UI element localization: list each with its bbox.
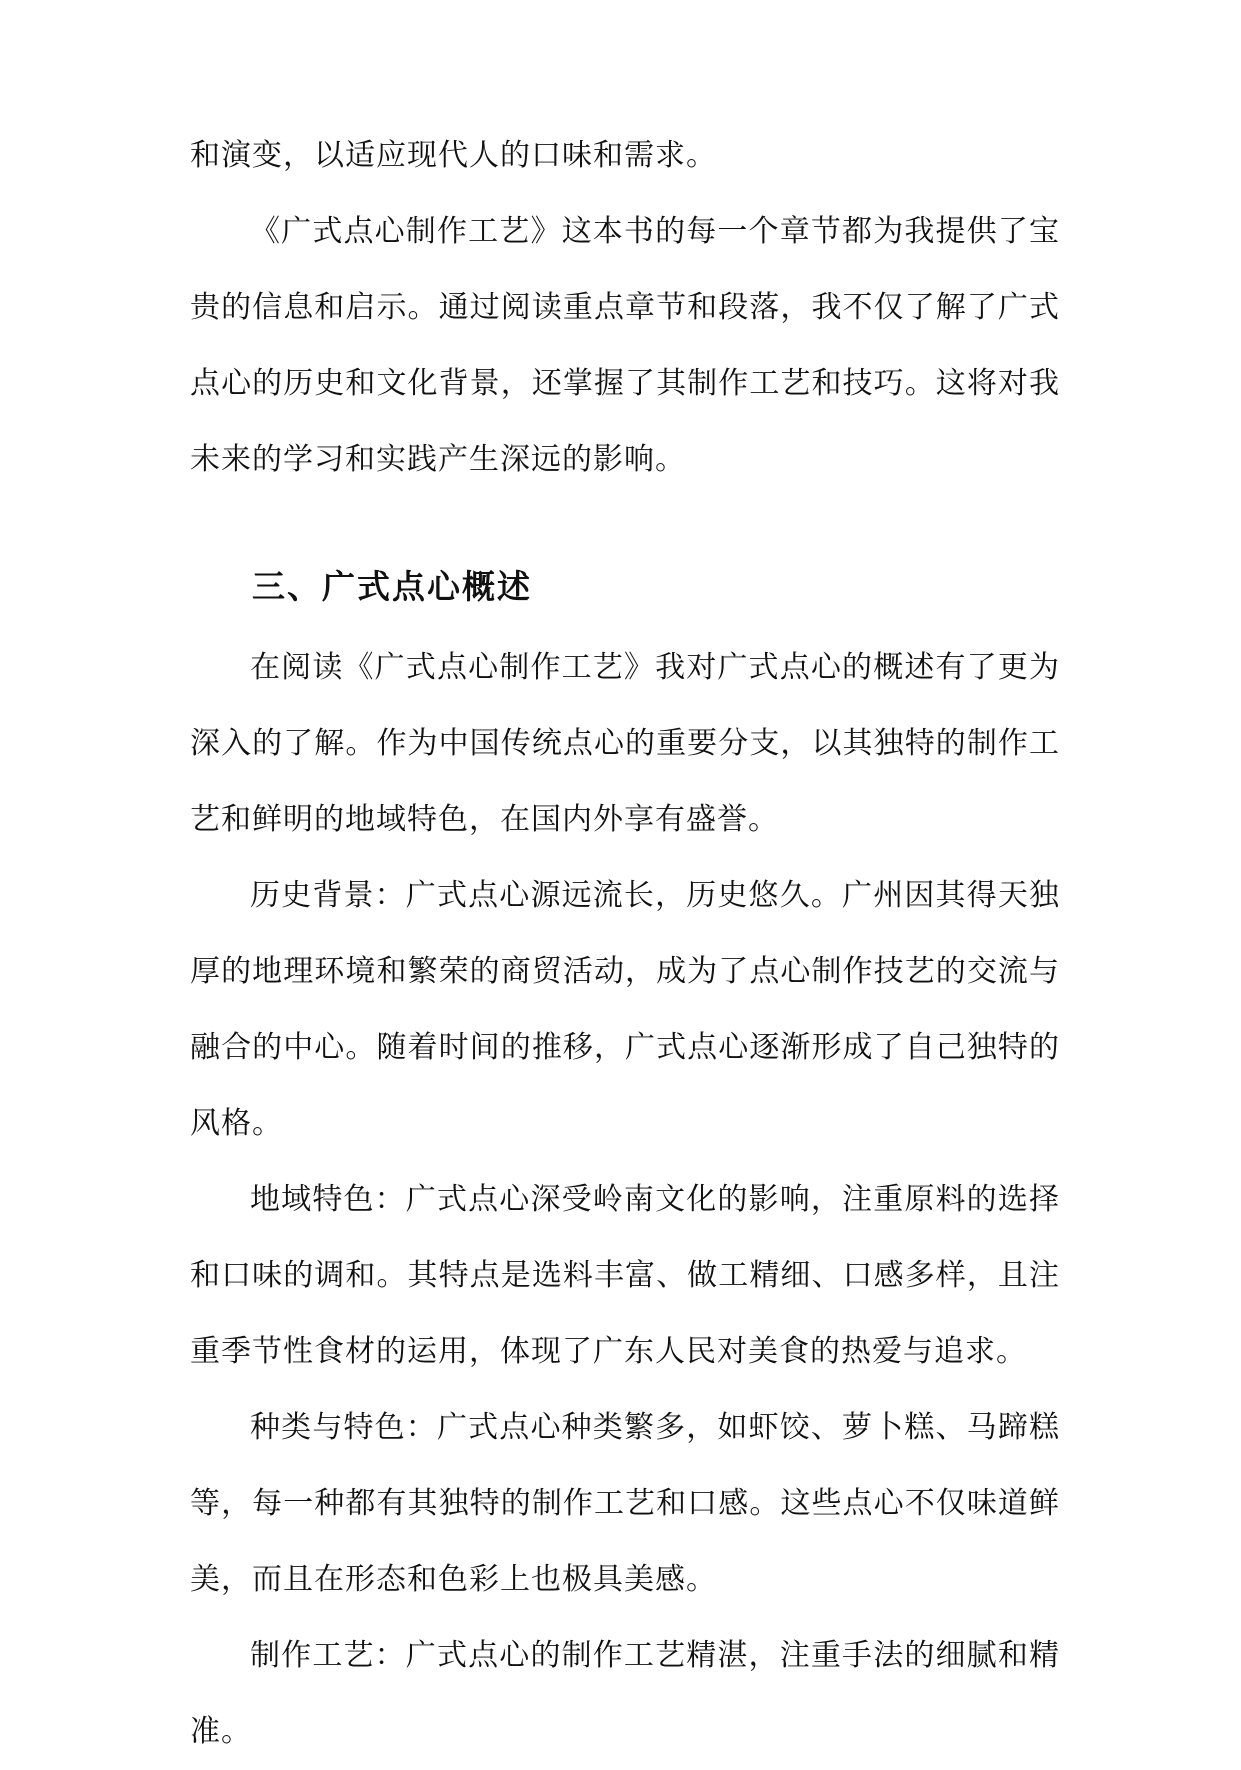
overview-intro-paragraph: 在阅读《广式点心制作工艺》我对广式点心的概述有了更为深入的了解。作为中国传统点心的重要分支，以其独特的制作工艺和鲜明的地域特色，在国内外享有盛誉。 xyxy=(190,650,1060,837)
section-text-block xyxy=(190,630,1060,1770)
continuation-paragraph: 和演变，以适应现代人的口味和需求。 xyxy=(190,138,717,173)
history-background-paragraph: 历史背景：广式点心源远流长，历史悠久。广州因其得天独厚的地理环境和繁荣的商贸活动，成为了点心制作技艺的交流与融合的中心。随着时间的推移，广式点心逐渐形成了自己独特的风格。 xyxy=(190,878,1060,1141)
top-text-block xyxy=(190,118,1060,498)
regional-features-paragraph: 地域特色：广式点心深受岭南文化的影响，注重原料的选择和口味的调和。其特点是选料丰富、做工精细、口感多样，且注重季节性食材的运用，体现了广东人民对美食的热爱与追求。 xyxy=(190,1182,1060,1369)
section-heading: 三、广式点心概述 xyxy=(252,567,532,606)
craft-paragraph: 制作工艺：广式点心的制作工艺精湛，注重手法的细腻和精准。 xyxy=(190,1638,1060,1749)
summary-paragraph: 《广式点心制作工艺》这本书的每一个章节都为我提供了宝贵的信息和启示。通过阅读重点章节和段落，我不仅了解了广式点心的历史和文化背景，还掌握了其制作工艺和技巧。这将对我未来的学习和实践产生深远的影响。 xyxy=(190,214,1060,477)
varieties-features-paragraph: 种类与特色：广式点心种类繁多，如虾饺、萝卜糕、马蹄糕等，每一种都有其独特的制作工艺和口感。这些点心不仅味道鲜美，而且在形态和色彩上也极具美感。 xyxy=(190,1410,1060,1597)
